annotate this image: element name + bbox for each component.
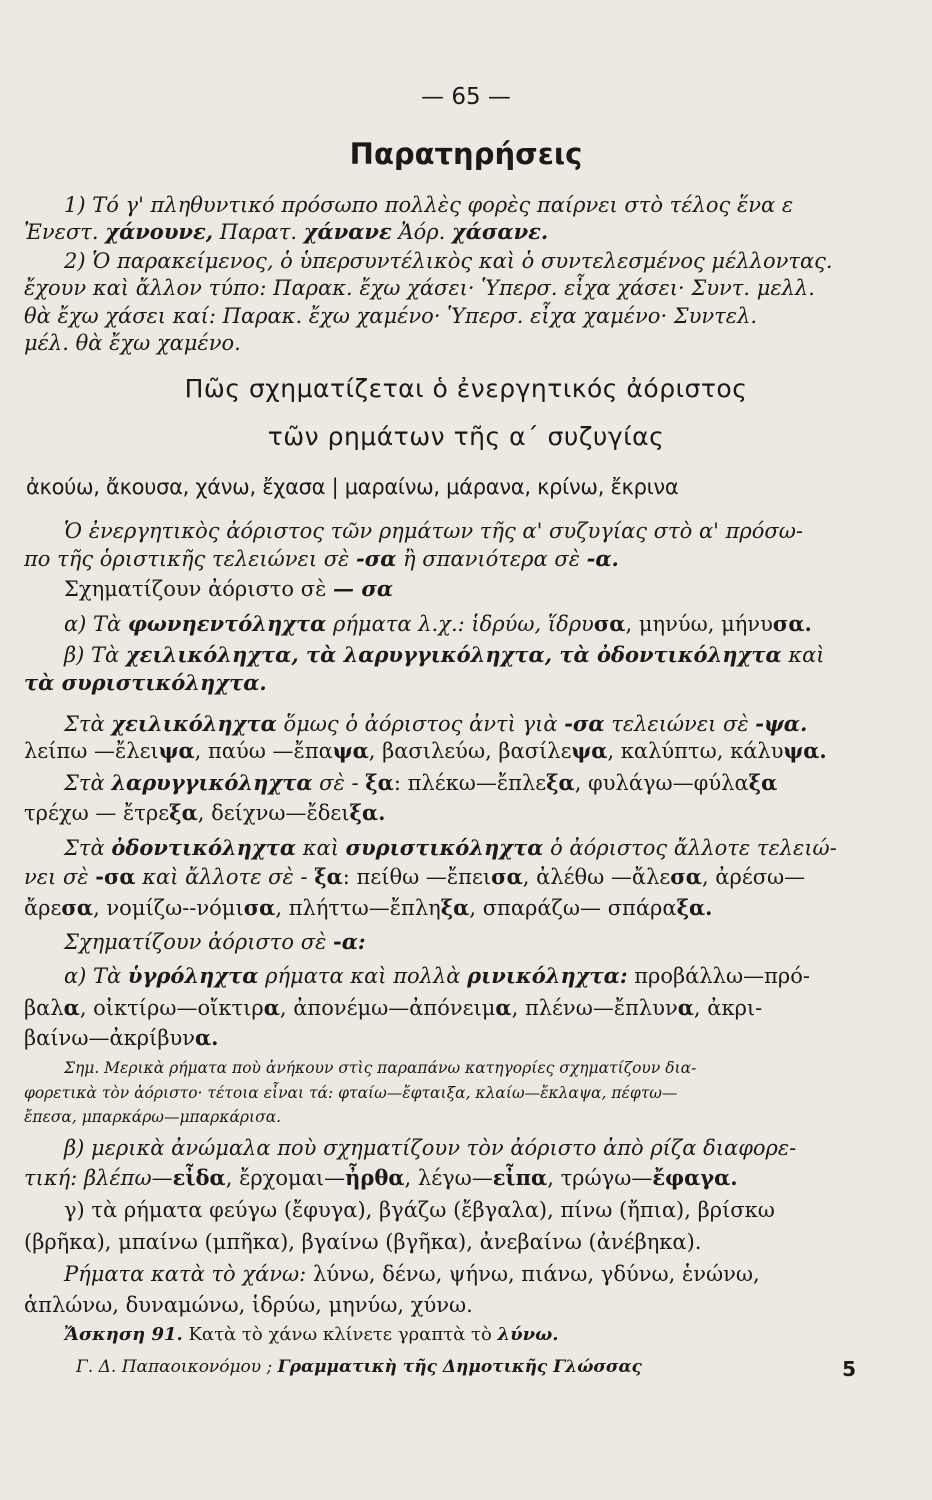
text: ἄρε: [24, 896, 62, 920]
text: , πλένω—ἔπλυν: [511, 996, 678, 1020]
text: Στὰ: [64, 771, 112, 795]
dental-line-3: [24, 895, 713, 921]
text: , σπαράζω— σπάρα: [469, 896, 677, 920]
ending: ξα: [169, 800, 198, 825]
text: τελειώνει σὲ: [604, 712, 756, 736]
irregular-line-1: β) μερικὰ ἀνώμαλα ποὺ σχηματίζουν τὸν ἀόριστο ἀπὸ ρίζα διαφορε-: [64, 1136, 797, 1160]
text: , ἀρέσω—: [701, 865, 806, 889]
text: β) Τὰ: [64, 643, 126, 667]
text: α) Τὰ: [64, 964, 128, 988]
text: ἢ σπανιότερα σὲ: [396, 547, 587, 571]
text: , ἔρχομαι—: [225, 1166, 346, 1190]
text: : πλέκω—ἔπλε: [393, 771, 547, 795]
rule-sa-heading: [64, 576, 393, 602]
verb-form: χάνανε: [303, 219, 392, 244]
ending: σα: [670, 864, 702, 889]
note-2-line-4: μέλ. θὰ ἔχω χαμένο.: [24, 331, 241, 355]
page-title: Παρατηρήσεις: [349, 137, 583, 171]
text: , πλήττω—ἔπλη: [275, 896, 441, 920]
text: λείπω —ἔλει: [24, 739, 159, 763]
pattern-verbs-line-1: [64, 1261, 760, 1287]
ending: ξα.: [349, 800, 386, 825]
guttural-line: [64, 770, 777, 796]
page-number: — 65 —: [421, 84, 511, 110]
ending: ψα: [332, 738, 369, 763]
text: Κατὰ τὸ χάνω κλίνετε γραπτὰ τὸ: [182, 1324, 498, 1345]
ending: σα: [243, 895, 276, 920]
term: συριστικόληχτα: [345, 835, 544, 860]
term: χειλικόληχτα: [111, 711, 277, 736]
text: , νομίζω--νόμι: [93, 896, 244, 920]
text: , τρώγω—: [547, 1166, 653, 1190]
ending: -α:: [333, 929, 366, 954]
ending: σα: [61, 895, 94, 920]
text: Σχηματίζουν ἀόριστο σὲ: [64, 577, 334, 601]
footer-book-title: Γραμματικὴ τῆς Δημοτικῆς Γλώσσας: [277, 1357, 642, 1377]
ending: ψα: [158, 738, 195, 763]
ending: -σα: [356, 546, 397, 571]
footnote-line-3: ἔπεσα, μπαρκάρω—μπαρκάρισα.: [24, 1108, 282, 1126]
tense-label: Ἀόρ.: [391, 220, 452, 244]
footer-author: Γ. Δ. Παπαοικονόμου ;: [76, 1357, 278, 1377]
ending: α: [495, 995, 512, 1020]
text: Ρήματα κατὰ τὸ χάνω:: [64, 1262, 313, 1286]
ending: ξα.: [676, 895, 713, 920]
verb-form: ἔφαγα.: [652, 1165, 738, 1190]
pattern-verbs-line-2: ἁπλώνω, δυναμώνω, ἱδρύω, μηνύω, χύνω.: [24, 1293, 473, 1317]
note-2-line-2: ἔχουν καὶ ἄλλον τύπο: Παρακ. ἔχω χάσει· Ὑπερσ. εἶχα χάσει· Συντ. μελλ.: [24, 276, 815, 300]
note-2-line-3: θὰ ἔχω χάσει καί: Παρακ. ἔχω χαμένο· Ὑπερσ. εἶχα χαμένο· Συντελ.: [24, 304, 758, 328]
tense-label: Ἐνεστ.: [24, 220, 106, 244]
exercise-label: Ἄσκηση 91.: [64, 1324, 183, 1345]
verb-form: λύνω.: [497, 1324, 559, 1345]
text: βαλ: [24, 996, 64, 1020]
text: καὶ: [296, 836, 346, 860]
text: : πείθω —ἔπει: [342, 865, 492, 889]
text: Στὰ: [64, 836, 112, 860]
note-2-line-1: 2) Ὁ παρακείμενος, ὁ ὑπερσυντέλικὸς καὶ ὁ συντελεσμένος μέλλοντας.: [64, 249, 833, 273]
dental-line-1: [64, 835, 837, 861]
text: ὁ ἀόριστος ἄλλοτε τελειώ-: [543, 836, 837, 860]
verb-form: ἦρθα: [345, 1165, 405, 1190]
text: , ἀκρι-: [693, 996, 763, 1020]
verb-form: χάνουνε,: [105, 219, 214, 244]
text: λύνω, δένω, ψήνω, πιάνω, γδύνω, ἑνώνω,: [312, 1262, 760, 1286]
section-examples: ἀκούω, ἄκουσα, χάνω, ἔχασα | μαραίνω, μάρανα, κρίνω, ἔκρινα: [26, 475, 679, 499]
ending: ξα: [440, 895, 470, 920]
definition-line-1: Ὁ ἐνεργητικὸς ἀόριστος τῶν ρημάτων τῆς α' συζυγίας στὸ α' πρόσω-: [64, 519, 803, 543]
definition-line-2: [24, 546, 619, 572]
footnote-line-2: φορετικὰ τὸν ἀόριστο· τέτοια εἶναι τά: φταίω—ἔφταιξα, κλαίω—ἔκλαψα, πέφτω—: [24, 1084, 678, 1102]
text: σὲ -: [312, 771, 366, 795]
ending: -ψα.: [755, 711, 808, 736]
text: , μηνύω, μήνυ: [625, 612, 773, 636]
ending: — σα: [333, 576, 393, 601]
labial-examples: [24, 738, 827, 764]
liquid-line-2: [24, 995, 762, 1021]
rule-a-line: [64, 611, 812, 637]
verb-form: εἶδα: [172, 1165, 226, 1190]
guttural-examples: [24, 800, 385, 826]
text: καὶ ἄλλοτε σὲ -: [135, 865, 315, 889]
signature-mark: 5: [842, 1357, 856, 1381]
ending: ξα: [314, 864, 343, 889]
section-heading-line-1: Πῶς σχηματίζεται ὁ ἐνεργητικός ἀόριστος: [184, 374, 748, 403]
text: τρέχω — ἔτρε: [24, 801, 170, 825]
text: ρήματα λ.χ.: ἱδρύω, ἵδρυ: [326, 612, 594, 636]
verbs-gamma-line-1: γ) τὰ ρήματα φεύγω (ἔφυγα), βγάζω (ἔβγαλα), πίνω (ἤπια), βρίσκω: [64, 1198, 775, 1222]
term: λαρυγγικόληχτα: [111, 770, 313, 795]
ending: ψα.: [783, 738, 827, 763]
rule-b-line-2: τὰ συριστικόληχτα.: [24, 670, 267, 695]
text: ὅμως ὁ ἀόριστος ἀντὶ γιὰ: [276, 712, 565, 736]
ending: ξα: [365, 770, 394, 795]
note-1-line-1: [64, 192, 793, 218]
irregular-line-2: [24, 1165, 738, 1191]
term: φωνηεντόληχτα: [127, 611, 327, 636]
verbs-gamma-line-2: (βρῆκα), μπαίνω (μπῆκα), βγαίνω (βγῆκα), ἀνεβαίνω (ἀνέβηκα).: [24, 1230, 702, 1254]
labial-line: [64, 711, 807, 737]
text: , δείχνω—ἔδει: [197, 801, 350, 825]
note-1-text: 1) Τό γ' πληθυντικό πρόσωπο πολλὲς φορὲς παίρνει στὸ τέλος ἕνα ε: [64, 193, 794, 217]
liquid-line-1: [64, 963, 810, 989]
text: , λέγω—: [404, 1166, 493, 1190]
ending: α: [63, 995, 80, 1020]
text: , φυλάγω—φύλα: [574, 771, 749, 795]
text: , ἀπονέμω—ἀπόνειμ: [279, 996, 496, 1020]
rule-alpha-heading: [64, 929, 366, 955]
text: πο τῆς ὁριστικῆς τελειώνει σὲ: [24, 547, 357, 571]
text: καὶ: [781, 643, 825, 667]
text: προβάλλω—πρό-: [627, 964, 810, 988]
ending: ψα: [571, 738, 608, 763]
text: , βασιλεύω, βασίλε: [368, 739, 572, 763]
ending: α.: [195, 1025, 219, 1050]
term: ὑγρόληχτα: [127, 963, 259, 988]
liquid-line-3: [24, 1025, 219, 1051]
text: , οἰκτίρω—οἴκτιρ: [79, 996, 264, 1020]
text: , παύω —ἔπα: [194, 739, 333, 763]
text: , καλύπτω, κάλυ: [607, 739, 784, 763]
text: Σχηματίζουν ἀόριστο σὲ: [64, 930, 334, 954]
term: ρινικόληχτα:: [467, 963, 628, 988]
exercise-line: [64, 1322, 559, 1348]
text: Στὰ: [64, 712, 112, 736]
text: ρήματα καὶ πολλὰ: [258, 964, 468, 988]
text: α) Τὰ: [64, 612, 128, 636]
ending: σα: [593, 611, 626, 636]
section-heading-line-2: τῶν ρημάτων τῆς α΄ συζυγίας: [267, 422, 665, 451]
text: , ἀλέθω —ἄλε: [522, 865, 671, 889]
ending: α: [677, 995, 694, 1020]
ending: σα.: [772, 611, 812, 636]
page-footer: [76, 1357, 856, 1381]
term: χειλικόληχτα, τὰ λαρυγγικόληχτα, τὰ ὀδοντικόληχτα: [125, 642, 782, 667]
ending: σα: [491, 864, 523, 889]
ending: α: [263, 995, 280, 1020]
footnote-line-1: Σημ. Μερικὰ ρήματα ποὺ ἀνήκουν στὶς παραπάνω κατηγορίες σχηματίζουν δια-: [64, 1059, 697, 1077]
ending: ξα: [748, 770, 778, 795]
rule-b-line-1: [64, 642, 825, 668]
verb-form: εἶπα: [492, 1165, 548, 1190]
tense-label: Παρατ.: [213, 220, 304, 244]
term: ὀδοντικόληχτα: [111, 835, 297, 860]
ending: -α.: [586, 546, 619, 571]
ending: -σα: [564, 711, 605, 736]
note-1-line-2: [24, 219, 548, 245]
text: βαίνω—ἀκρίβυν: [24, 1026, 196, 1050]
dental-line-2: [24, 864, 805, 890]
ending: ξα: [546, 770, 575, 795]
text: νει σὲ: [24, 865, 96, 889]
ending: -σα: [95, 864, 136, 889]
verb-form: χάσανε.: [451, 219, 549, 244]
text: τική: βλέπω—: [24, 1166, 173, 1190]
